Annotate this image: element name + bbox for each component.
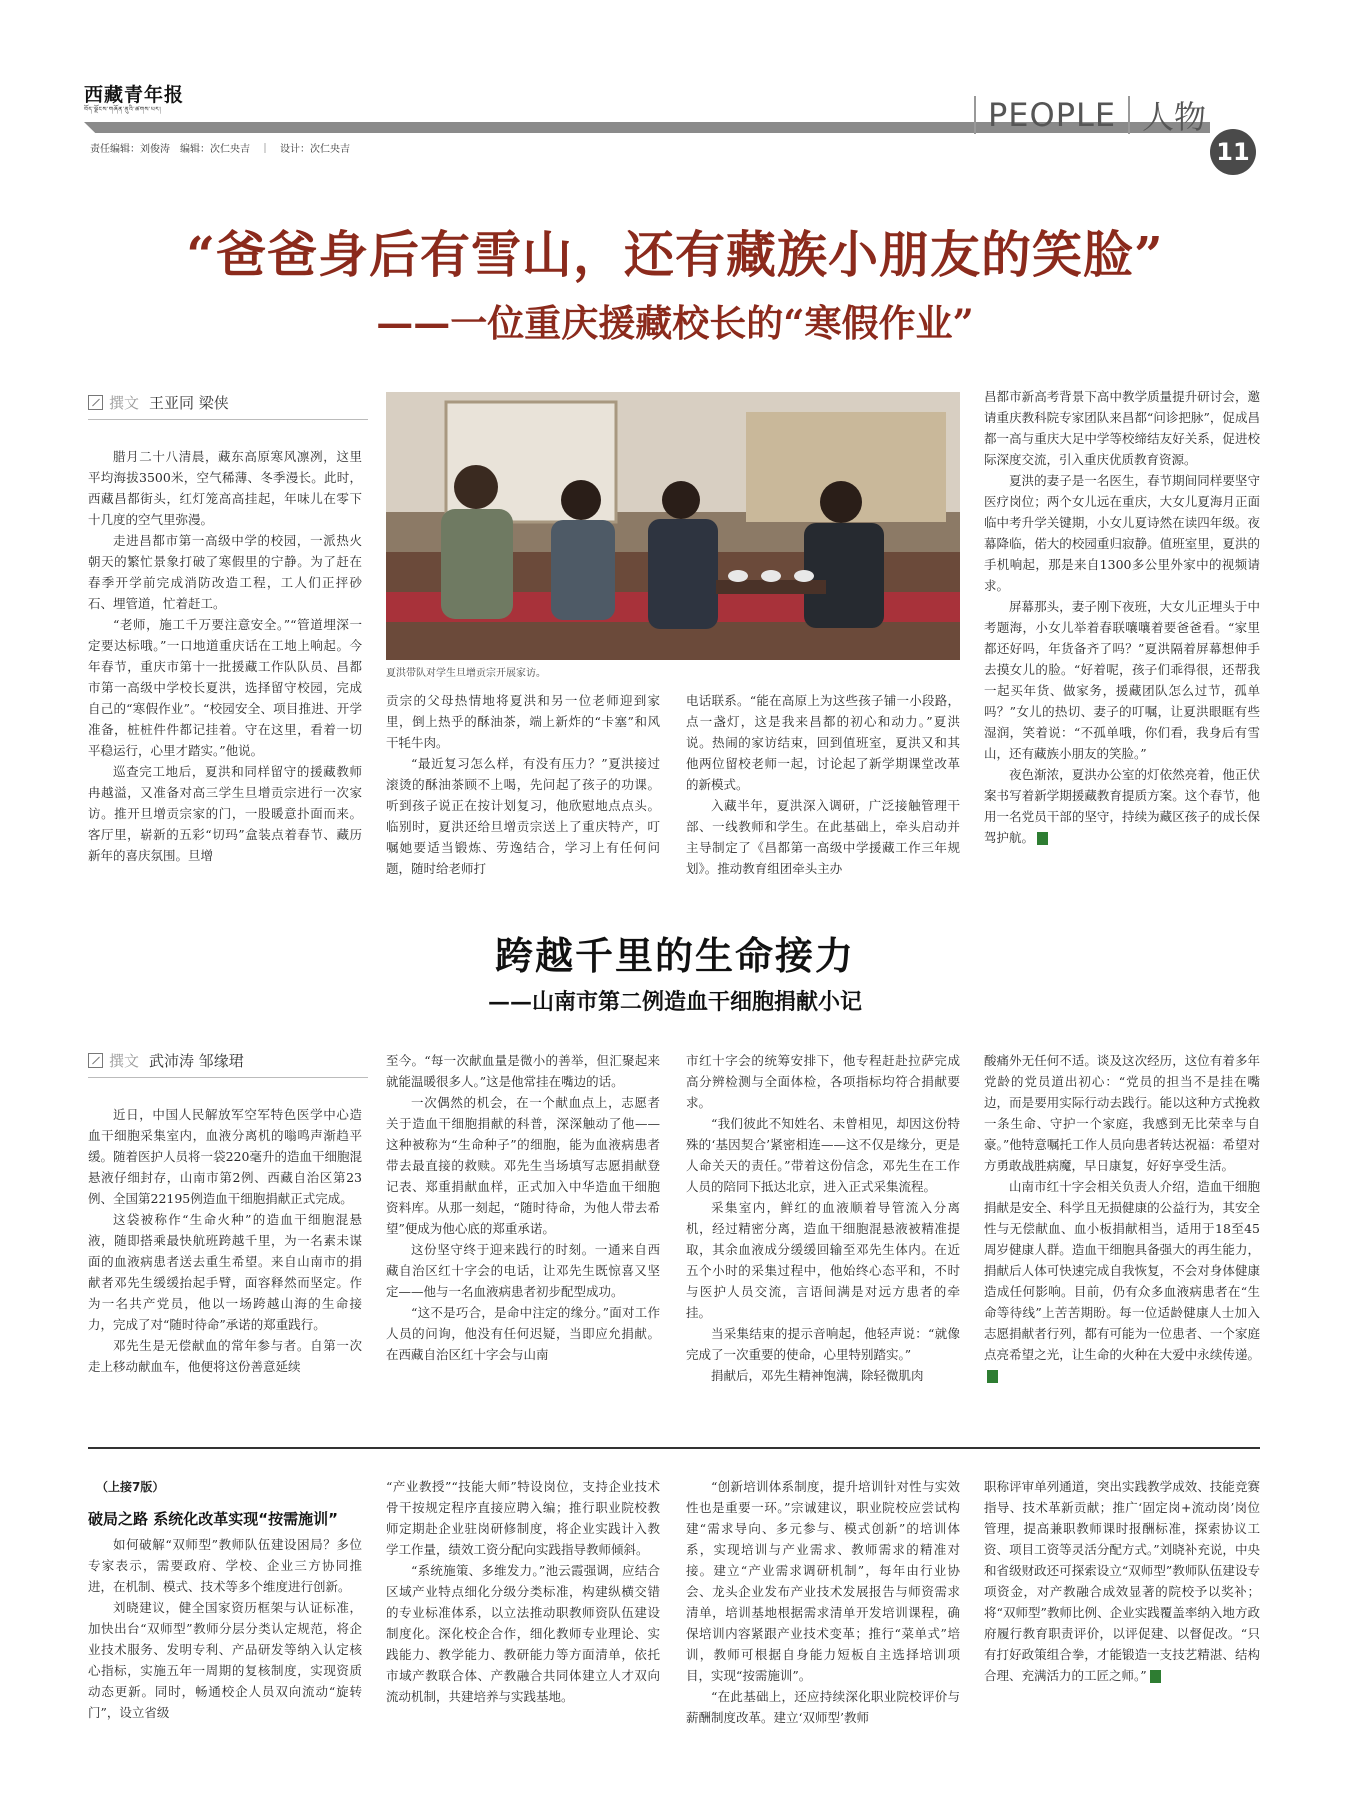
section-label-zh: 人物 bbox=[1142, 98, 1207, 136]
paragraph: 昌都市新高考背景下高中教学质量提升研讨会，邀请重庆教科院专家团队来昌都“问诊把脉”，促成昌都一高与重庆大足中学等校缔结友好关系，促进校际深度交流，引入重庆优质教育资源。 bbox=[984, 389, 1260, 467]
masthead: 西藏青年报 bbox=[84, 84, 185, 106]
article2-column-1 bbox=[88, 1104, 362, 1377]
article2-column-3 bbox=[686, 1050, 960, 1386]
paragraph: 近日，中国人民解放军空军特色医学中心造血干细胞采集室内，血液分离机的嗡鸣声渐趋平缓。随着医护人员将一袋220毫升的造血干细胞混悬液仔细封存，山南市第2例、西藏自治区第23例、全国第22195例造血干细胞捐献正式完成。 bbox=[88, 1107, 362, 1206]
article1-column-4 bbox=[984, 386, 1260, 848]
paragraph: 这袋被称作“生命火种”的造血干细胞混悬液，随即搭乘最快航班跨越千里，为一名素未谋面的血液病患者送去重生希望。来自山南市的捐献者邓先生缓缓抬起手臂，面容释然而坚定。作为一名共产党员，他以一场跨越山海的生命接力，完成了对“随时待命”承诺的郑重践行。 bbox=[88, 1212, 362, 1332]
paragraph: “产业教授”“技能大师”特设岗位，支持企业技术骨干按规定程序直接应聘入编；推行职业院校教师定期赴企业驻岗研修制度，将企业实践计入教学工作量，绩效工资分配向实践指导教师倾斜。 bbox=[386, 1479, 660, 1557]
end-mark-icon bbox=[1150, 1670, 1161, 1683]
paragraph: 入藏半年，夏洪深入调研，广泛接触管理干部、一线教师和学生。在此基础上，牵头启动并主导制定了《昌都第一高级中学援藏工作三年规划》。推动教育组团牵头主办 bbox=[686, 798, 960, 876]
article2-title: 跨越千里的生命接力 bbox=[494, 933, 855, 978]
paragraph: 邓先生是无偿献血的常年参与者。自第一次走上移动献血车，他便将这份善意延续 bbox=[88, 1338, 362, 1374]
paragraph: 这份坚守终于迎来践行的时刻。一通来自西藏自治区红十字会的电话，让邓先生既惊喜又坚定——他与一名血液病患者初步配型成功。 bbox=[386, 1242, 660, 1299]
paragraph bbox=[984, 1476, 1260, 1686]
paragraph: 走进昌都市第一高级中学的校园，一派热火朝天的繁忙景象打破了寒假里的宁静。为了赶在春季开学前完成消防改造工程，工人们正抨砂石、埋管道，忙着赶工。 bbox=[88, 533, 362, 611]
paragraph: “系统施策、多维发力。”池云霞强调，应结合区域产业特点细化分级分类标准，构建纵横交错的专业标准体系，以立法推动职教师资队伍建设制度化。深化校企合作，细化教师专业理论、实践能力、教学能力、教研能力等方面清单，依托市域产教联合体、产教融合共同体建立人才双向流动机制，共建培养与实践基地。 bbox=[386, 1563, 660, 1704]
article3-heading: 破局之路 系统化改革实现“按需施训” bbox=[88, 1510, 338, 1528]
article2-subtitle: ——山南市第二例造血干细胞捐献小记 bbox=[487, 989, 862, 1015]
byline-label: 撰文 bbox=[109, 1052, 140, 1070]
article2-byline bbox=[88, 1050, 368, 1078]
article1-byline bbox=[88, 392, 368, 420]
section-divider-rule bbox=[88, 1447, 1260, 1449]
photo-caption: 夏洪带队对学生旦增贡宗开展家访。 bbox=[386, 668, 546, 679]
article3-column-2 bbox=[386, 1476, 660, 1707]
paragraph-text: 山南市红十字会相关负责人介绍，造血干细胞捐献是安全、科学且无损健康的公益行为，其安全性与无偿献血、血小板捐献相当，适用于18至45周岁健康人群。造血干细胞具备强大的再生能力，捐献后人体可快速完成自我恢复，不会对身体健康造成任何影响。目前，仍有众多血液病患者在“生命等待线”上苦苦期盼。每一位适龄健康人士加入志愿捐献者行列，都有可能为一位患者、一个家庭点亮希望之光，让生命的火种在大爱中永续传递。 bbox=[984, 1179, 1260, 1362]
article1-title: “爸爸身后有雪山，还有藏族小朋友的笑脸” bbox=[186, 225, 1164, 284]
section-divider bbox=[974, 96, 976, 134]
article1-subtitle: ——一位重庆援藏校长的“寒假作业” bbox=[376, 301, 974, 345]
paragraph bbox=[984, 1176, 1260, 1386]
section-label-en: PEOPLE bbox=[988, 96, 1117, 134]
article2-column-4 bbox=[984, 1050, 1260, 1386]
continued-from-label: （上接7版） bbox=[96, 1480, 165, 1494]
end-mark-icon bbox=[1037, 832, 1048, 845]
paragraph: “我们彼此不知姓名、未曾相见，却因这份特殊的‘基因契合’紧密相连——这不仅是缘分，更是人命关天的责任。”带着这份信念，邓先生在工作人员的陪同下抵达北京，进入正式采集流程。 bbox=[686, 1116, 960, 1194]
paragraph: 一次偶然的机会，在一个献血点上，志愿者关于造血干细胞捐献的科普，深深触动了他——这种被称为“生命种子”的细胞，能为血液病患者带去最直接的救赎。邓先生当场填写志愿捐献登记表、郑重捐献血样，正式加入中华造血干细胞资料库。从那一刻起，“随时待命，为他人带去希望”便成为他心底的郑重承诺。 bbox=[386, 1095, 660, 1236]
paragraph: 夏洪的妻子是一名医生，春节期间同样要坚守医疗岗位；两个女儿远在重庆，大女儿夏海月正面临中考升学关键期，小女儿夏诗然在读四年级。夜幕降临，偌大的校园重归寂静。值班室里，夏洪的手机响起，那是来自1300多公里外家中的视频请求。 bbox=[984, 473, 1260, 593]
byline-names: 王亚同 梁侠 bbox=[149, 394, 229, 412]
masthead-tibetan: བོད་ལྗོངས་གཞོན་ནུའི་ཚགས་པར། bbox=[84, 106, 162, 113]
section-label bbox=[962, 92, 1206, 138]
paragraph-text: 夜色渐浓，夏洪办公室的灯依然亮着，他正伏案书写着新学期援藏教育提质方案。这个春节，他用一名党员干部的坚守，持续为藏区孩子的成长保驾护航。 bbox=[984, 767, 1260, 845]
paragraph: “最近复习怎么样，有没有压力？”夏洪接过滚烫的酥油茶顾不上喝，先问起了孩子的功课。听到孩子说正在按计划复习，他欣慰地点点头。临别时，夏洪还给旦增贡宗送上了重庆特产，叮嘱她要适当锻炼、劳逸结合，学习上有任何问题，随时给老师打 bbox=[386, 756, 660, 876]
paragraph: 至今。“每一次献血量是微小的善举，但汇聚起来就能温暖很多人。”这是他常挂在嘴边的话。 bbox=[386, 1053, 660, 1089]
paragraph: “老师，施工千万要注意安全。”“管道埋深一定要达标哦。”一口地道重庆话在工地上响起。今年春节，重庆市第十一批援藏工作队队员、昌都市第一高级中学校长夏洪，选择留守校园，完成自己的“寒假作业”。“校园安全、项目推进、开学准备，桩桩件件都记挂着。守在这里，看着一切平稳运行，心里才踏实。”他说。 bbox=[88, 617, 362, 758]
paragraph: 采集室内，鲜红的血液顺着导管流入分离机，经过精密分离，造血干细胞混悬液被精准提取，其余血液成分缓缓回输至邓先生体内。在近五个小时的采集过程中，他始终心态平和，不时与医护人员交流，言语间满是对远方患者的牵挂。 bbox=[686, 1200, 960, 1320]
pen-icon bbox=[88, 395, 103, 410]
paragraph: 捐献后，邓先生精神饱满，除轻微肌肉 bbox=[711, 1368, 924, 1383]
article3-column-3 bbox=[686, 1476, 960, 1728]
photo-illustration bbox=[386, 392, 960, 660]
paragraph bbox=[984, 764, 1260, 848]
article3-column-4 bbox=[984, 1476, 1260, 1686]
paragraph: 贡宗的父母热情地将夏洪和另一位老师迎到家里，倒上热乎的酥油茶，端上新炸的“卡塞”和风干牦牛肉。 bbox=[386, 693, 660, 750]
byline-names: 武沛涛 邹缘珺 bbox=[149, 1052, 244, 1070]
paragraph: 市红十字会的统筹安排下，他专程赶赴拉萨完成高分辨检测与全面体检，各项指标均符合捐献要求。 bbox=[686, 1053, 960, 1110]
pen-icon bbox=[88, 1053, 103, 1068]
paragraph: “在此基础上，还应持续深化职业院校评价与薪酬制度改革。建立‘双师型’教师 bbox=[686, 1689, 960, 1725]
paragraph: 腊月二十八清晨，藏东高原寒风凛冽，这里平均海拔3500米，空气稀薄、冬季漫长。此时，西藏昌都街头，红灯笼高高挂起，年味儿在零下十几度的空气里弥漫。 bbox=[88, 449, 362, 527]
paragraph-text: 职称评审单列通道，突出实践教学成效、技能竞赛指导、技术革新贡献；推广‘固定岗+流动岗’岗位管理，提高兼职教师课时报酬标准，探索协议工资、项目工资等灵活分配方式。”刘晓补充说，中央和省级财政还可探索设立“双师型”教师队伍建设专项资金，对产教融合成效显著的院校予以奖补；将“双师型”教师比例、企业实践覆盖率纳入地方政府履行教育职责评价，以评促建、以督促改。“只有打好政策组合拳，才能锻造一支技艺精湛、结构合理、充满活力的工匠之师。” bbox=[984, 1479, 1260, 1683]
byline-label: 撰文 bbox=[109, 394, 140, 412]
paragraph: 刘晓建议，健全国家资历框架与认证标准，加快出台“双师型”教师分层分类认定规范，将企业技术服务、发明专利、产品研发等纳入认定核心指标，实施五年一周期的复核制度，实现资质动态更新。同时，畅通校企人员双向流动“旋转门”，设立省级 bbox=[88, 1600, 362, 1720]
article1-column-3 bbox=[686, 690, 960, 879]
end-mark-icon bbox=[987, 1370, 998, 1383]
article1-column-2 bbox=[386, 690, 660, 879]
paragraph: 如何破解“双师型”教师队伍建设困局？多位专家表示，需要政府、学校、企业三方协同推进，在机制、模式、技术等多个维度进行创新。 bbox=[88, 1537, 362, 1594]
paragraph: 巡查完工地后，夏洪和同样留守的援藏教师冉越溢，又准备对高三学生旦增贡宗进行一次家访。推开旦增贡宗家的门，一股暖意扑面而来。客厅里，崭新的五彩“切玛”盒装点着春节、藏历新年的喜庆氛围。旦增 bbox=[88, 764, 362, 863]
paragraph: 电话联系。“能在高原上为这些孩子铺一小段路，点一盏灯，这是我来昌都的初心和动力。”夏洪说。热闹的家访结束，回到值班室，夏洪又和其他两位留校老师一起，讨论起了新学期课堂改革的新模式。 bbox=[686, 693, 960, 792]
paragraph: “这不是巧合，是命中注定的缘分。”面对工作人员的问询，他没有任何迟疑，当即应允捐献。在西藏自治区红十字会与山南 bbox=[386, 1305, 660, 1362]
editor-credits: 责任编辑：刘俊涛 编辑：次仁央吉 ｜ 设计：次仁央吉 bbox=[90, 144, 350, 155]
article1-column-1 bbox=[88, 446, 362, 866]
paragraph: 酸痛外无任何不适。谈及这次经历，这位有着多年党龄的党员道出初心：“党员的担当不是挂在嘴边，而是要用实际行动去践行。能以这种方式挽救一条生命、守护一个家庭，我感到无比荣幸与自豪。”他特意嘱托工作人员向患者转达祝福：希望对方勇敢战胜病魔，早日康复，好好享受生活。 bbox=[984, 1053, 1260, 1173]
article2-column-2 bbox=[386, 1050, 660, 1365]
paragraph: “创新培训体系制度，提升培训针对性与实效性也是重要一环。”宗诚建议，职业院校应尝试构建“需求导向、多元参与、模式创新”的培训体系，实现培训与产业需求、教师需求的精准对接。建立“产业需求调研机制”，每年由行业协会、龙头企业发布产业技术发展报告与师资需求清单，培训基地根据需求清单开发培训课程，确保培训内容紧跟产业技术变革；推行“菜单式”培训，教师可根据自身能力短板自主选择培训项目，实现“按需施训”。 bbox=[686, 1479, 960, 1683]
section-divider bbox=[1128, 96, 1130, 134]
page-number: 11 bbox=[1210, 129, 1256, 175]
paragraph: 当采集结束的提示音响起，他轻声说：“就像完成了一次重要的使命，心里特别踏实。” bbox=[686, 1326, 960, 1362]
article1-photo bbox=[386, 392, 960, 660]
article3-column-1 bbox=[88, 1534, 362, 1723]
paragraph: 屏幕那头，妻子刚下夜班，大女儿正埋头于中考题海，小女儿举着春联嚷嚷着要爸爸看。“家里都还好吗，年货备齐了吗？”夏洪隔着屏幕想伸手去摸女儿的脸。“好着呢，孩子们乖得很，还帮我一起买年货、做家务，援藏团队怎么过节，孤单吗？”女儿的热切、妻子的叮嘱，让夏洪眼眶有些湿润，笑着说：“不孤单哦，你们看，我身后有雪山，还有藏族小朋友的笑脸。” bbox=[984, 599, 1260, 761]
